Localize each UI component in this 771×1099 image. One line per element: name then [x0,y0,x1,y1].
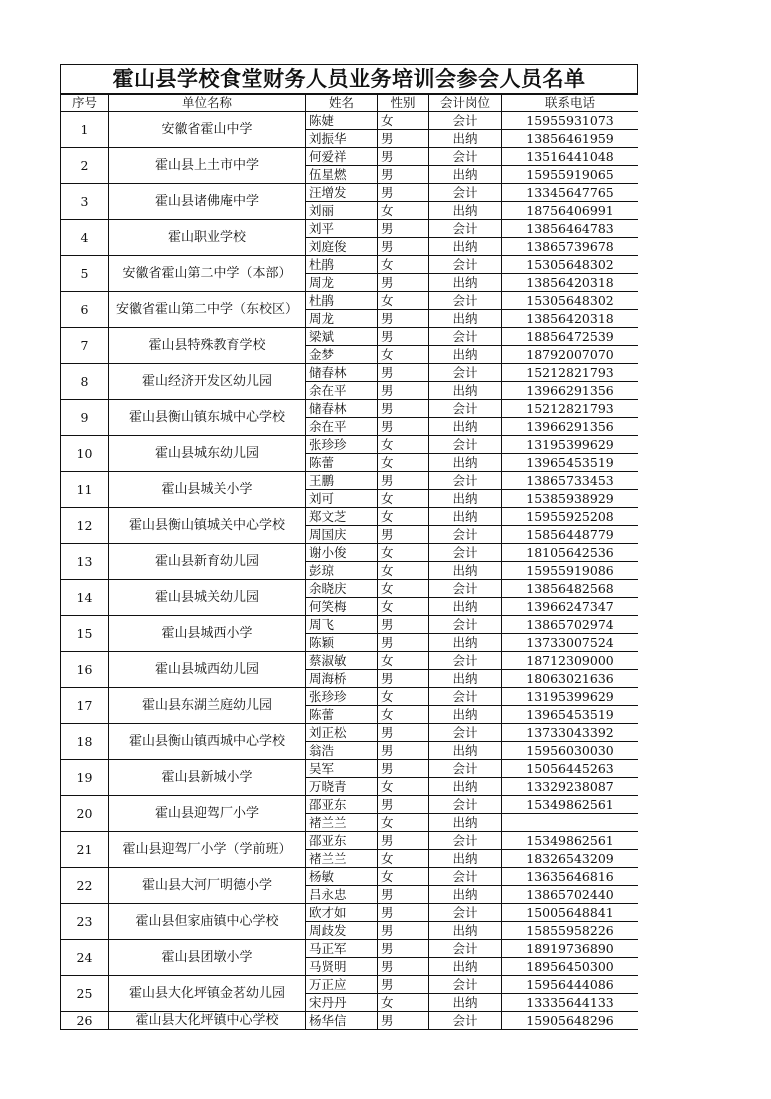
unit-name: 霍山县团墩小学 [109,940,306,976]
unit-name: 霍山县新城小学 [109,760,306,796]
person-gender: 男 [378,130,429,148]
row-number: 21 [61,832,109,868]
person-position: 会计 [429,364,502,382]
person-gender: 男 [378,400,429,418]
header-position: 会计岗位 [429,95,502,112]
person-phone: 13856420318 [502,310,639,328]
table-row [61,904,639,922]
person-name: 陈婕 [306,112,378,130]
person-name: 张珍珍 [306,436,378,454]
document-title: 霍山县学校食堂财务人员业务培训会参会人员名单 [60,64,638,94]
person-position: 会计 [429,760,502,778]
person-position: 出纳 [429,130,502,148]
person-position: 会计 [429,112,502,130]
person-gender: 男 [378,832,429,850]
person-phone: 18756406991 [502,202,639,220]
person-position: 出纳 [429,742,502,760]
person-position: 出纳 [429,670,502,688]
person-position: 会计 [429,688,502,706]
person-gender: 男 [378,976,429,994]
unit-name: 霍山县城西小学 [109,616,306,652]
person-phone: 13856461959 [502,130,639,148]
person-phone: 15856448779 [502,526,639,544]
row-number: 17 [61,688,109,724]
person-name: 周龙 [306,274,378,292]
row-number: 16 [61,652,109,688]
person-name: 周龙 [306,310,378,328]
person-phone: 15212821793 [502,400,639,418]
person-gender: 女 [378,256,429,274]
person-name: 刘丽 [306,202,378,220]
table-row [61,940,639,958]
person-gender: 女 [378,652,429,670]
person-gender: 男 [378,670,429,688]
person-gender: 男 [378,310,429,328]
person-phone: 15905648296 [502,1012,639,1030]
unit-name: 霍山县上土市中学 [109,148,306,184]
person-phone: 13965453519 [502,454,639,472]
person-phone [502,814,639,832]
table-row [61,652,639,670]
row-number: 3 [61,184,109,220]
person-phone: 13865702440 [502,886,639,904]
person-position: 会计 [429,544,502,562]
person-position: 会计 [429,148,502,166]
person-position: 会计 [429,220,502,238]
person-name: 周歧发 [306,922,378,940]
person-phone: 15956030030 [502,742,639,760]
person-position: 会计 [429,832,502,850]
row-number: 4 [61,220,109,256]
table-row [61,472,639,490]
person-gender: 男 [378,760,429,778]
unit-name: 霍山经济开发区幼儿园 [109,364,306,400]
person-phone: 15855958226 [502,922,639,940]
person-gender: 男 [378,634,429,652]
person-phone: 15349862561 [502,832,639,850]
person-phone: 13966291356 [502,382,639,400]
person-position: 会计 [429,616,502,634]
person-phone: 13516441048 [502,148,639,166]
table-row [61,148,639,166]
person-phone: 13966247347 [502,598,639,616]
person-gender: 女 [378,994,429,1012]
person-name: 欧才如 [306,904,378,922]
person-name: 余在平 [306,382,378,400]
person-gender: 男 [378,238,429,256]
person-phone: 13195399629 [502,688,639,706]
person-phone: 15005648841 [502,904,639,922]
person-gender: 女 [378,292,429,310]
person-position: 会计 [429,472,502,490]
person-position: 会计 [429,328,502,346]
person-position: 会计 [429,256,502,274]
person-phone: 18105642536 [502,544,639,562]
person-gender: 男 [378,742,429,760]
person-gender: 女 [378,202,429,220]
person-phone: 15305648302 [502,256,639,274]
table-header-row [61,95,639,112]
person-gender: 男 [378,922,429,940]
unit-name: 霍山县衡山镇城关中心学校 [109,508,306,544]
person-position: 出纳 [429,454,502,472]
person-position: 出纳 [429,508,502,526]
person-name: 彭琼 [306,562,378,580]
table-row [61,796,639,814]
person-name: 邵亚东 [306,796,378,814]
unit-name: 安徽省霍山中学 [109,112,306,148]
row-number: 23 [61,904,109,940]
person-position: 出纳 [429,922,502,940]
person-phone: 13865702974 [502,616,639,634]
person-phone: 15955919065 [502,166,639,184]
person-name: 谢小俊 [306,544,378,562]
person-position: 会计 [429,868,502,886]
person-name: 何笑梅 [306,598,378,616]
person-phone: 13856482568 [502,580,639,598]
person-gender: 女 [378,706,429,724]
row-number: 1 [61,112,109,148]
row-number: 26 [61,1012,109,1030]
person-phone: 13965453519 [502,706,639,724]
person-position: 出纳 [429,958,502,976]
person-name: 伍星燃 [306,166,378,184]
header-unit: 单位名称 [109,95,306,112]
person-phone: 18326543209 [502,850,639,868]
person-name: 刘可 [306,490,378,508]
person-name: 褚兰兰 [306,814,378,832]
row-number: 10 [61,436,109,472]
table-row [61,256,639,274]
person-name: 杨敏 [306,868,378,886]
person-phone: 15212821793 [502,364,639,382]
person-position: 出纳 [429,418,502,436]
person-gender: 女 [378,778,429,796]
person-gender: 男 [378,382,429,400]
unit-name: 霍山县城西幼儿园 [109,652,306,688]
person-name: 王鹏 [306,472,378,490]
person-position: 会计 [429,580,502,598]
person-position: 会计 [429,652,502,670]
person-position: 出纳 [429,706,502,724]
person-gender: 男 [378,526,429,544]
person-gender: 男 [378,886,429,904]
person-position: 会计 [429,940,502,958]
person-position: 出纳 [429,994,502,1012]
table-row [61,688,639,706]
person-name: 周飞 [306,616,378,634]
person-position: 会计 [429,526,502,544]
row-number: 19 [61,760,109,796]
person-name: 杜鹃 [306,256,378,274]
row-number: 9 [61,400,109,436]
person-phone: 18712309000 [502,652,639,670]
table-row [61,868,639,886]
person-position: 会计 [429,796,502,814]
table-row [61,616,639,634]
person-phone: 18856472539 [502,328,639,346]
person-name: 金梦 [306,346,378,364]
person-position: 出纳 [429,346,502,364]
table-row [61,436,639,454]
person-name: 宋丹丹 [306,994,378,1012]
person-name: 吴军 [306,760,378,778]
row-number: 13 [61,544,109,580]
person-name: 周海桥 [306,670,378,688]
person-position: 出纳 [429,634,502,652]
person-gender: 男 [378,796,429,814]
person-position: 出纳 [429,598,502,616]
person-phone: 15955925208 [502,508,639,526]
table-row [61,400,639,418]
unit-name: 霍山县特殊教育学校 [109,328,306,364]
person-position: 出纳 [429,490,502,508]
person-gender: 男 [378,184,429,202]
unit-name: 霍山县大化坪镇中心学校 [109,1012,306,1030]
person-position: 出纳 [429,382,502,400]
table-row [61,1012,639,1030]
person-name: 马正军 [306,940,378,958]
person-phone: 13966291356 [502,418,639,436]
person-gender: 男 [378,364,429,382]
person-gender: 女 [378,490,429,508]
person-gender: 女 [378,508,429,526]
person-phone: 15349862561 [502,796,639,814]
person-position: 出纳 [429,886,502,904]
attendee-table [60,94,638,1030]
person-name: 褚兰兰 [306,850,378,868]
unit-name: 霍山县新育幼儿园 [109,544,306,580]
person-name: 何爱祥 [306,148,378,166]
unit-name: 霍山县诸佛庵中学 [109,184,306,220]
row-number: 22 [61,868,109,904]
header-gender: 性别 [378,95,429,112]
person-phone: 15955931073 [502,112,639,130]
person-name: 蔡淑敏 [306,652,378,670]
table-row [61,184,639,202]
row-number: 2 [61,148,109,184]
person-position: 出纳 [429,166,502,184]
table-row [61,292,639,310]
row-number: 25 [61,976,109,1012]
person-position: 出纳 [429,310,502,328]
person-name: 周国庆 [306,526,378,544]
person-position: 会计 [429,400,502,418]
person-gender: 女 [378,112,429,130]
person-name: 郑文芝 [306,508,378,526]
unit-name: 霍山县城关幼儿园 [109,580,306,616]
header-name: 姓名 [306,95,378,112]
person-phone: 15956444086 [502,976,639,994]
person-position: 出纳 [429,202,502,220]
person-name: 杨华信 [306,1012,378,1030]
person-gender: 男 [378,328,429,346]
person-position: 会计 [429,436,502,454]
unit-name: 霍山县城东幼儿园 [109,436,306,472]
row-number: 15 [61,616,109,652]
person-phone: 13329238087 [502,778,639,796]
table-body [61,112,639,1030]
person-phone: 18792007070 [502,346,639,364]
person-phone: 18919736890 [502,940,639,958]
person-position: 出纳 [429,238,502,256]
person-phone: 18063021636 [502,670,639,688]
unit-name: 霍山县衡山镇东城中心学校 [109,400,306,436]
person-gender: 女 [378,688,429,706]
person-name: 邵亚东 [306,832,378,850]
person-gender: 男 [378,724,429,742]
person-position: 会计 [429,724,502,742]
table-row [61,544,639,562]
document-sheet [60,64,638,1099]
person-phone: 13865733453 [502,472,639,490]
person-gender: 女 [378,580,429,598]
person-name: 刘正松 [306,724,378,742]
person-name: 马贤明 [306,958,378,976]
table-row [61,220,639,238]
person-gender: 女 [378,454,429,472]
table-row [61,508,639,526]
person-phone: 13195399629 [502,436,639,454]
person-name: 翁浩 [306,742,378,760]
header-phone: 联系电话 [502,95,639,112]
unit-name: 霍山县大化坪镇金茗幼儿园 [109,976,306,1012]
person-gender: 女 [378,814,429,832]
person-gender: 女 [378,544,429,562]
person-phone: 13733007524 [502,634,639,652]
person-name: 储春林 [306,364,378,382]
person-position: 会计 [429,976,502,994]
person-name: 刘平 [306,220,378,238]
person-name: 梁斌 [306,328,378,346]
person-phone: 13635646816 [502,868,639,886]
person-gender: 男 [378,472,429,490]
person-phone: 13865739678 [502,238,639,256]
person-gender: 女 [378,562,429,580]
person-gender: 女 [378,850,429,868]
person-name: 余晓庆 [306,580,378,598]
person-phone: 13335644133 [502,994,639,1012]
table-row [61,832,639,850]
table-row [61,364,639,382]
row-number: 20 [61,796,109,832]
unit-name: 霍山县衡山镇西城中心学校 [109,724,306,760]
person-gender: 男 [378,220,429,238]
person-name: 杜鹃 [306,292,378,310]
person-gender: 男 [378,418,429,436]
person-position: 会计 [429,1012,502,1030]
person-gender: 男 [378,904,429,922]
person-name: 万晓青 [306,778,378,796]
unit-name: 霍山县东湖兰庭幼儿园 [109,688,306,724]
table-row [61,112,639,130]
person-name: 刘振华 [306,130,378,148]
person-name: 吕永忠 [306,886,378,904]
person-position: 会计 [429,904,502,922]
person-position: 会计 [429,292,502,310]
person-name: 陈颖 [306,634,378,652]
unit-name: 霍山职业学校 [109,220,306,256]
person-name: 万正应 [306,976,378,994]
person-name: 汪增发 [306,184,378,202]
row-number: 7 [61,328,109,364]
person-position: 会计 [429,184,502,202]
person-gender: 男 [378,148,429,166]
unit-name: 霍山县迎驾厂小学（学前班） [109,832,306,868]
table-row [61,328,639,346]
person-phone: 13856464783 [502,220,639,238]
row-number: 11 [61,472,109,508]
person-gender: 男 [378,940,429,958]
table-row [61,976,639,994]
person-name: 陈蕾 [306,454,378,472]
person-phone: 13856420318 [502,274,639,292]
row-number: 24 [61,940,109,976]
person-gender: 男 [378,958,429,976]
person-phone: 15955919086 [502,562,639,580]
person-phone: 13345647765 [502,184,639,202]
header-no: 序号 [61,95,109,112]
person-phone: 13733043392 [502,724,639,742]
person-gender: 男 [378,166,429,184]
row-number: 8 [61,364,109,400]
row-number: 12 [61,508,109,544]
unit-name: 霍山县城关小学 [109,472,306,508]
row-number: 5 [61,256,109,292]
person-gender: 女 [378,346,429,364]
person-name: 余在平 [306,418,378,436]
person-gender: 男 [378,274,429,292]
person-gender: 男 [378,1012,429,1030]
person-gender: 女 [378,436,429,454]
unit-name: 霍山县迎驾厂小学 [109,796,306,832]
unit-name: 霍山县但家庙镇中心学校 [109,904,306,940]
person-gender: 女 [378,598,429,616]
person-phone: 18956450300 [502,958,639,976]
person-position: 出纳 [429,850,502,868]
person-name: 刘庭俊 [306,238,378,256]
person-position: 出纳 [429,778,502,796]
person-phone: 15385938929 [502,490,639,508]
row-number: 6 [61,292,109,328]
person-position: 出纳 [429,814,502,832]
person-position: 出纳 [429,562,502,580]
person-name: 张珍珍 [306,688,378,706]
unit-name: 安徽省霍山第二中学（东校区） [109,292,306,328]
table-row [61,760,639,778]
unit-name: 霍山县大河厂明德小学 [109,868,306,904]
person-gender: 女 [378,868,429,886]
person-name: 储春林 [306,400,378,418]
person-phone: 15056445263 [502,760,639,778]
person-position: 出纳 [429,274,502,292]
person-name: 陈蕾 [306,706,378,724]
row-number: 18 [61,724,109,760]
person-phone: 15305648302 [502,292,639,310]
table-row [61,580,639,598]
unit-name: 安徽省霍山第二中学（本部） [109,256,306,292]
table-row [61,724,639,742]
person-gender: 男 [378,616,429,634]
row-number: 14 [61,580,109,616]
